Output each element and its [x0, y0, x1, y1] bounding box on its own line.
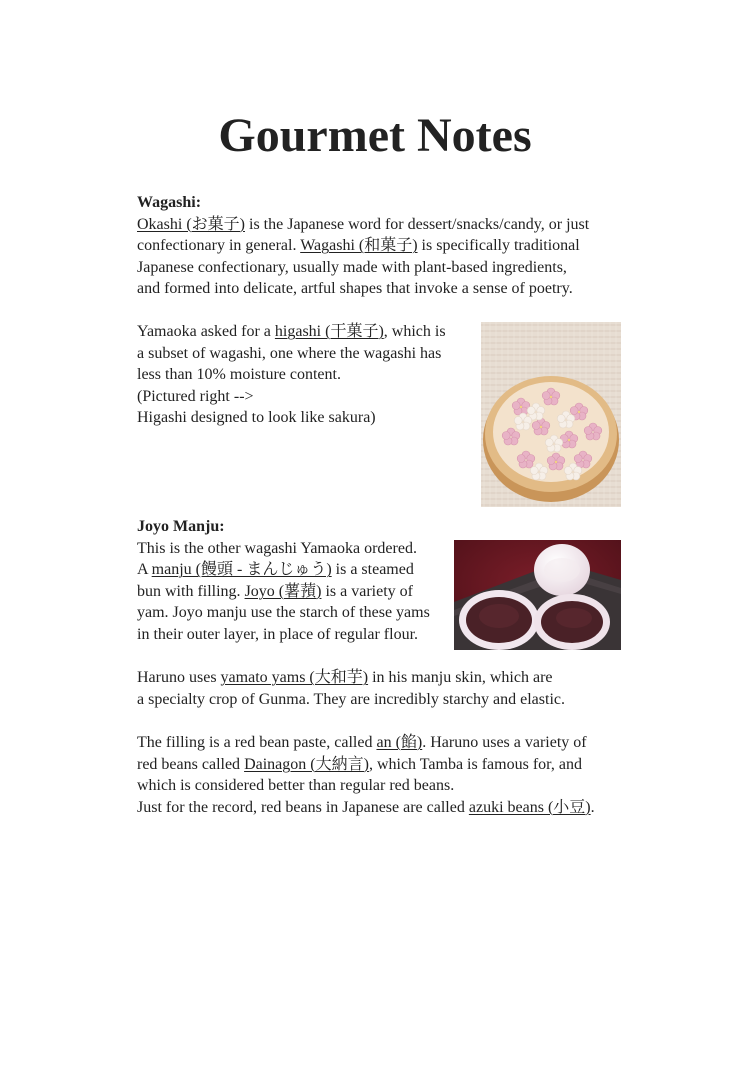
joyo-text-line: in their outer layer, in place of regular flour.: [137, 625, 419, 643]
filling-paragraph: [137, 732, 637, 818]
wagashi-heading: Wagashi:: [137, 194, 202, 211]
joyo-link[interactable]: Joyo (薯蕷): [244, 582, 322, 600]
text-span: The filling is a red bean paste, called: [137, 734, 377, 751]
text-span: is the Japanese word for dessert/snacks/candy, or just: [245, 215, 590, 233]
text-span: is a variety of: [321, 582, 413, 600]
yamato-text-line: a specialty crop of Gunma. They are incredibly starchy and elastic.: [137, 690, 565, 708]
higashi-text-line: [137, 321, 477, 343]
text-span: Haruno uses: [137, 669, 221, 686]
wagashi-text-line: and formed into delicate, artful shapes that invoke a sense of poetry.: [137, 280, 573, 298]
filling-text-line: which is considered better than regular red beans.: [137, 777, 455, 795]
higashi-text-line: a subset of wagashi, one where the wagashi has: [137, 344, 442, 362]
text-span: confectionary in general.: [137, 237, 301, 255]
filling-text-line: [137, 754, 637, 776]
higashi-paragraph: [137, 321, 477, 429]
yamato-yams-link[interactable]: yamato yams (大和芋): [220, 669, 369, 686]
wagashi-text-line: [137, 214, 627, 236]
text-span: .: [590, 798, 595, 816]
wagashi-text-line: [137, 235, 627, 257]
higashi-text-line: less than 10% moisture content.: [137, 366, 341, 384]
text-span: in his manju skin, which are: [368, 669, 553, 686]
joyo-text-line: [137, 559, 457, 581]
text-span: , which is: [383, 323, 446, 340]
okashi-link[interactable]: Okashi (お菓子): [137, 215, 245, 233]
filling-text-line: [137, 797, 637, 819]
wagashi-section: [137, 192, 627, 300]
joyo-manju-image: [454, 540, 621, 650]
text-span: Yamaoka asked for a: [137, 323, 275, 340]
higashi-text-line: Higashi designed to look like sakura): [137, 409, 376, 427]
text-span: is a steamed: [331, 561, 414, 579]
text-span: , which Tamba is famous for, and: [368, 755, 582, 773]
joyo-heading: Joyo Manju:: [137, 518, 225, 535]
text-span: Just for the record, red beans in Japanese are called: [137, 798, 469, 816]
manju-link[interactable]: manju (饅頭 - まんじゅう): [151, 561, 332, 579]
higashi-sakura-image: [481, 322, 621, 507]
wagashi-link[interactable]: Wagashi (和菓子): [300, 237, 418, 255]
text-span: is specifically traditional: [417, 237, 580, 255]
text-span: . Haruno uses a variety of: [422, 734, 587, 751]
joyo-text-line: yam. Joyo manju use the starch of these yams: [137, 604, 430, 622]
azuki-link[interactable]: azuki beans (小豆): [468, 798, 591, 816]
page-title: Gourmet Notes: [218, 109, 532, 162]
higashi-text-line: (Pictured right -->: [137, 387, 254, 405]
wagashi-text-line: Japanese confectionary, usually made with plant-based ingredients,: [137, 258, 567, 276]
joyo-text-line: This is the other wagashi Yamaoka ordered.: [137, 539, 417, 557]
joyo-manju-section: [137, 516, 457, 646]
joyo-text-line: [137, 581, 457, 603]
filling-text-line: [137, 732, 637, 754]
text-span: bun with filling.: [137, 582, 245, 600]
higashi-link[interactable]: higashi (干菓子): [274, 323, 384, 340]
text-span: A: [137, 561, 152, 579]
dainagon-link[interactable]: Dainagon (大納言): [244, 755, 369, 773]
text-span: red beans called: [137, 755, 245, 773]
yamato-paragraph: [137, 667, 627, 710]
yamato-text-line: [137, 667, 627, 689]
an-link[interactable]: an (餡): [376, 734, 423, 751]
